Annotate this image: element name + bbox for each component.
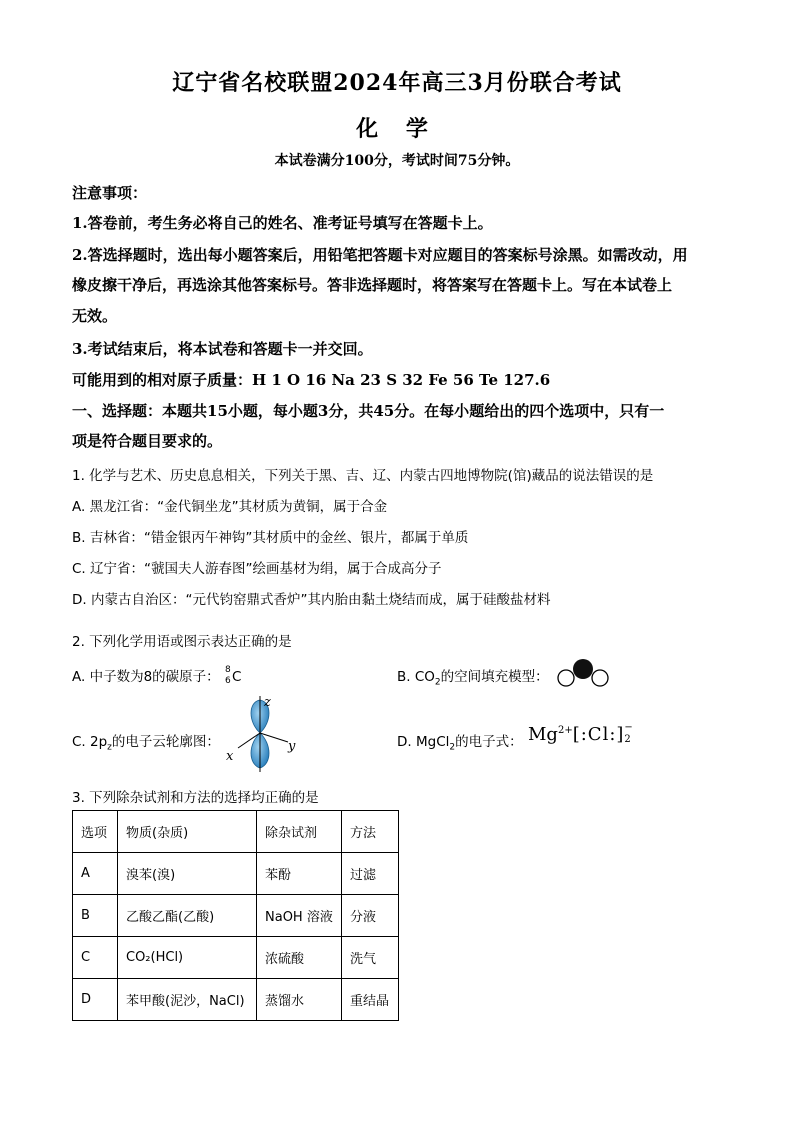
table-cell: 苯甲酸(泥沙，NaCl) (118, 979, 257, 1021)
table-header-row (73, 811, 399, 853)
q2-c-text-post: 的电子云轮廓图： (111, 734, 220, 750)
pz-orbital-diagram (222, 692, 304, 774)
table-row (73, 979, 399, 1021)
table-cell: 洗气 (342, 937, 399, 979)
mgcl2-electron-formula (528, 724, 632, 745)
q2-a-symbol: C (231, 669, 242, 685)
q2-d-text: D. MgCl (397, 734, 450, 750)
q1-option-a: A. 黑龙江省：“金代铜坐龙”其材质为黄铜，属于合金 (72, 499, 388, 515)
table-header: 选项 (73, 811, 118, 853)
q2-a-text: A. 中子数为8的碳原子： (72, 669, 220, 685)
note-3: 3.考试结束后，将本试卷和答题卡一并交回。 (72, 340, 373, 358)
q2-b-text: B. CO (397, 669, 435, 685)
table-cell: D (73, 979, 118, 1021)
q2-b-sub: 2 (434, 677, 441, 688)
q2-b-text-post: 的空间填充模型： (440, 669, 549, 685)
note-2-line-3: 无效。 (72, 307, 118, 325)
q1-option-d: D. 内蒙古自治区：“元代钧窑鼎式香炉”其内胎由黏土烧结而成，属于硅酸盐材料 (72, 592, 551, 608)
note-1: 1.答卷前，考生务必将自己的姓名、准考证号填写在答题卡上。 (72, 214, 493, 232)
q1-stem: 1. 化学与艺术、历史息息相关，下列关于黑、吉、辽、内蒙古四地博物院(馆)藏品的说法错误的是 (72, 468, 654, 484)
note-2-line-1: 2.答选择题时，选出每小题答案后，用铅笔把答题卡对应题目的答案标号涂黑。如需改动，用 (72, 246, 688, 264)
q2-stem: 2. 下列化学用语或图示表达正确的是 (72, 634, 292, 650)
axis-x-label: x (226, 749, 234, 764)
q2-c-text: C. 2p (72, 734, 108, 750)
q2-d-text-post: 的电子式： (455, 734, 523, 750)
score-line: 本试卷满分100分，考试时间75分钟。 (274, 153, 520, 169)
q2-c-sub: z (107, 742, 112, 753)
q2-option-a (72, 665, 241, 687)
q1-option-c: C. 辽宁省：“虢国夫人游春图”绘画基材为绢，属于合成高分子 (72, 561, 442, 577)
q2-d-sub: 2 (449, 742, 456, 753)
axis-y-label: y (288, 739, 296, 754)
table-header: 除杂试剂 (257, 811, 342, 853)
cl-charge: − (624, 722, 633, 733)
section-line-1: 一、选择题：本题共15小题，每小题3分，共45分。在每小题给出的四个选项中，只有一 (72, 402, 665, 420)
table-cell: 溴苯(溴) (118, 853, 257, 895)
cl-count: 2 (624, 734, 631, 745)
q3-stem: 3. 下列除杂试剂和方法的选择均正确的是 (72, 790, 319, 806)
table-cell: C (73, 937, 118, 979)
mg-charge: 2+ (557, 725, 573, 736)
table-row (73, 895, 399, 937)
table-cell: 重结晶 (342, 979, 399, 1021)
table-cell: 苯酚 (257, 853, 342, 895)
note-2-line-2: 橡皮擦干净后，再选涂其他答案标号。答非选择题时，将答案写在答题卡上。写在本试卷上 (72, 276, 673, 294)
q2-a-mass-number: 8 (224, 665, 231, 675)
q2-option-d (397, 730, 523, 753)
q2-option-c (72, 730, 220, 753)
exam-title: 辽宁省名校联盟2024年高三3月份联合考试 (172, 70, 622, 96)
table-cell: 过滤 (342, 853, 399, 895)
section-line-2: 项是符合题目要求的。 (72, 432, 223, 450)
subject-title: 化 学 (356, 116, 438, 142)
table-cell: CO₂(HCl) (118, 937, 257, 979)
table-header: 方法 (342, 811, 399, 853)
axis-z-label: z (264, 695, 271, 710)
cl-symbol: [:Cl:] (572, 724, 625, 745)
table-cell: 蒸馏水 (257, 979, 342, 1021)
table-cell: NaOH 溶液 (257, 895, 342, 937)
table-header: 物质(杂质) (118, 811, 257, 853)
table-cell: 乙酸乙酯(乙酸) (118, 895, 257, 937)
table-row (73, 937, 399, 979)
notes-heading: 注意事项： (72, 184, 148, 202)
q1-option-b: B. 吉林省：“错金银丙午神钩”其材质中的金丝、银片，都属于单质 (72, 530, 469, 546)
table-cell: 分液 (342, 895, 399, 937)
mg-symbol: Mg (528, 724, 558, 745)
q3-table (72, 810, 399, 1021)
atomic-masses: 可能用到的相对原子质量：H 1 O 16 Na 23 S 32 Fe 56 Te 127.6 (72, 371, 551, 389)
co2-space-filling-model (552, 656, 614, 690)
table-cell: A (73, 853, 118, 895)
table-cell: 浓硫酸 (257, 937, 342, 979)
table-row (73, 853, 399, 895)
table-cell: B (73, 895, 118, 937)
q2-option-b (397, 665, 549, 688)
q2-a-atomic-number: 6 (224, 676, 231, 686)
